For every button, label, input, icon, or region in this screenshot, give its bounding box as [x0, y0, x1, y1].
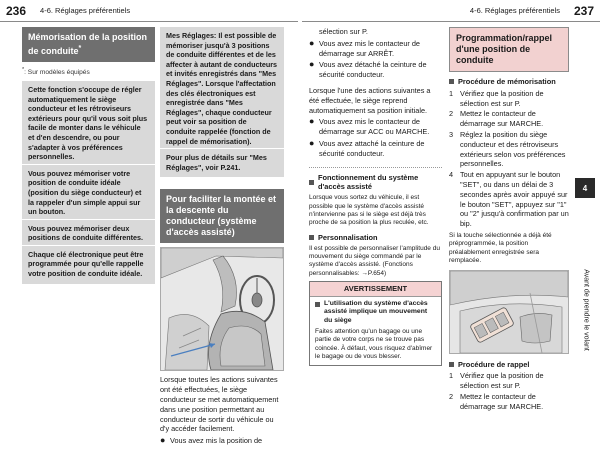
step [449, 392, 569, 412]
square-bullet-icon [309, 180, 314, 185]
bullet-dot-icon: ● [309, 137, 315, 148]
easy-access-title: Pour faciliter la montée et la descente du conducteur (système d'accès assisté) [160, 189, 284, 243]
left-page-header [0, 0, 298, 22]
step-number: 4 [449, 170, 454, 180]
step-text: Tout en appuyant sur le bouton "SET", ou dans un délai de 3 secondes après avoir appuyé sur le bouton "SET", appuyez sur "1" ou "2" jusqu'à confirmation par un bip. [460, 170, 569, 229]
square-bullet-icon [449, 362, 454, 367]
my-settings-box [160, 27, 284, 177]
subsection-heading [309, 173, 442, 193]
memory-title-asterisk: * [78, 45, 82, 52]
step-text: Mettez le contacteur de démarrage sur MARCHE. [460, 391, 544, 411]
step [449, 130, 569, 169]
bullet-dot-icon: ● [309, 37, 315, 48]
return-paragraph: Lorsque l'une des actions suivantes a été effectuée, le siège reprend automatiquement sa position initiale. [309, 85, 431, 115]
recall-heading-text: Procédure de rappel [458, 359, 530, 369]
footnote [22, 62, 155, 81]
programming-title: Programmation/rappel d'une position de conduite [449, 27, 569, 72]
bullet-text: Vous avez mis la position de [170, 436, 263, 446]
my-settings-reference: Pour plus de détails sur "Mes Réglages", voir P.241. [160, 148, 284, 177]
right-page-header [302, 0, 600, 22]
bullet-dot-icon: ● [309, 116, 315, 127]
memory-paragraph: Cette fonction s'occupe de régler automatiquement le siège conducteur et les rétroviseurs extérieurs pour qu'il vous soit plus facile de monter dans le véhicule et d'en descendre, ou pour s'adapter à vos préférences personnelles. [28, 84, 148, 162]
warning-body: Faites attention qu'un bagage ou une partie de votre corps ne se trouve pas coincée. À défaut, vous risquez d'abîmer le bagage ou de vous blesser. [315, 328, 433, 360]
left-page-number: 236 [6, 3, 27, 18]
footnote-text: : Sur modèles équipés [24, 69, 90, 77]
seat-illustration-drawing [161, 248, 283, 370]
memory-paragraph: Vous pouvez mémoriser votre position de conduite idéale (position du siège conducteur) et la rappeler d'un simple appui sur un bouton. [22, 164, 155, 219]
step-text: Vérifiez que la position de sélection est sur P. [460, 371, 544, 391]
memory-section [22, 27, 155, 284]
step-number: 2 [449, 391, 454, 401]
bullet-text: Vous avez attaché la ceinture de sécurité conducteur. [319, 138, 425, 158]
step [449, 109, 569, 129]
memory-paragraph: Chaque clé électronique peut être programmée pour qu'elle rappelle votre position de conduite idéale. [22, 245, 155, 284]
right-page-number: 237 [573, 3, 594, 18]
right-column-2 [449, 27, 569, 412]
warning-subtitle [310, 297, 441, 326]
step [449, 170, 569, 229]
divider [309, 167, 442, 168]
subsection-body: Lorsque vous sortez du véhicule, il est possible que le système d'accès assisté n'intervienne pas si le siège est déjà très proche de sa position la plus reculée, etc. [309, 194, 429, 227]
square-bullet-icon [309, 235, 314, 240]
exit-condition-bullet [309, 39, 442, 59]
step [449, 371, 569, 391]
right-column-1 [309, 27, 442, 366]
warning-box [309, 281, 442, 366]
step-number: 1 [449, 88, 454, 98]
step-number: 3 [449, 129, 454, 139]
memorize-note: Si la touche sélectionnée a déjà été préprogrammée, la position préalablement enregistrée sera remplacée. [449, 231, 552, 265]
door-buttons-illustration [449, 270, 569, 354]
step-number: 2 [449, 109, 454, 119]
step-number: 1 [449, 371, 454, 381]
seat-illustration [160, 247, 284, 371]
step-text: Vérifiez que la position de sélection est sur P. [460, 88, 544, 108]
memory-section-title [22, 27, 155, 62]
bullet-text: Vous avez détaché la ceinture de sécurité conducteur. [319, 60, 427, 80]
easy-access-bullet [160, 436, 284, 446]
memorize-heading [449, 77, 569, 87]
left-section-title: 4-6. Réglages préférentiels [40, 6, 131, 15]
left-column-2 [160, 27, 284, 446]
warning-subtitle-text: L'utilisation du système d'accès assisté implique un mouvement du siège [324, 300, 428, 324]
subsection-title: Fonctionnement du système d'accès assisté [318, 172, 419, 192]
memory-description-box [22, 81, 155, 284]
bullet-text: Vous avez mis le contacteur de démarrage sur ACC ou MARCHE. [319, 117, 430, 137]
subsection-heading [309, 233, 442, 243]
square-bullet-icon [449, 79, 454, 84]
my-settings-paragraph: Mes Réglages: Il est possible de mémoriser jusqu'à 3 positions de conduite différentes et de les affecter à autant de conducteurs et invités enregistrés dans "Mes Réglages". Lorsque l'affectation des clés électroniques est enregistrée dans "Mes Réglages", chaque conducteur peut voir sa position de conduite rappelée (fonction de rappel de mémorisation). [166, 31, 278, 146]
door-buttons-drawing [450, 271, 568, 353]
easy-access-body: Lorsque toutes les actions suivantes ont été effectuées, le siège conducteur se met automatiquement dans une position permettant au conducteur de sortir du véhicule ou d'y accéder facilement. [160, 375, 279, 434]
return-condition-bullet [309, 117, 442, 137]
subsection-title: Personnalisation [318, 232, 378, 242]
square-bullet-icon [315, 302, 320, 307]
step [449, 89, 569, 109]
memorize-heading-text: Procédure de mémorisation [458, 77, 556, 86]
chapter-tab: 4 [575, 178, 595, 198]
memory-title-text: Mémorisation de la position de conduite [28, 32, 148, 56]
recall-heading [449, 360, 569, 370]
bullet-dot-icon: ● [309, 59, 315, 70]
footnote-marker: * [22, 67, 25, 73]
memory-paragraph: Vous pouvez mémoriser deux positions de conduite différentes. [22, 219, 155, 245]
right-section-title: 4-6. Réglages préférentiels [469, 6, 560, 15]
warning-header: AVERTISSEMENT [310, 282, 441, 297]
bullet-dot-icon: ● [160, 435, 166, 446]
bullet-text: Vous avez mis le contacteur de démarrage sur ARRÊT. [319, 38, 420, 58]
exit-condition-bullet [309, 60, 442, 80]
chapter-side-label: Avant de prendre le volant [582, 269, 590, 351]
subsection-body: Il est possible de personnaliser l'amplitude du mouvement du siège commandé par le système d'accès assisté. (Fonctions personnalisables: →P.654) [309, 244, 440, 277]
step-text: Mettez le contacteur de démarrage sur MARCHE. [460, 109, 544, 129]
continuation-text: sélection sur P. [319, 27, 368, 36]
return-condition-bullet [309, 139, 442, 159]
step-text: Réglez la position du siège conducteur et des rétroviseurs extérieurs selon vos préférences personnelles. [460, 129, 566, 169]
